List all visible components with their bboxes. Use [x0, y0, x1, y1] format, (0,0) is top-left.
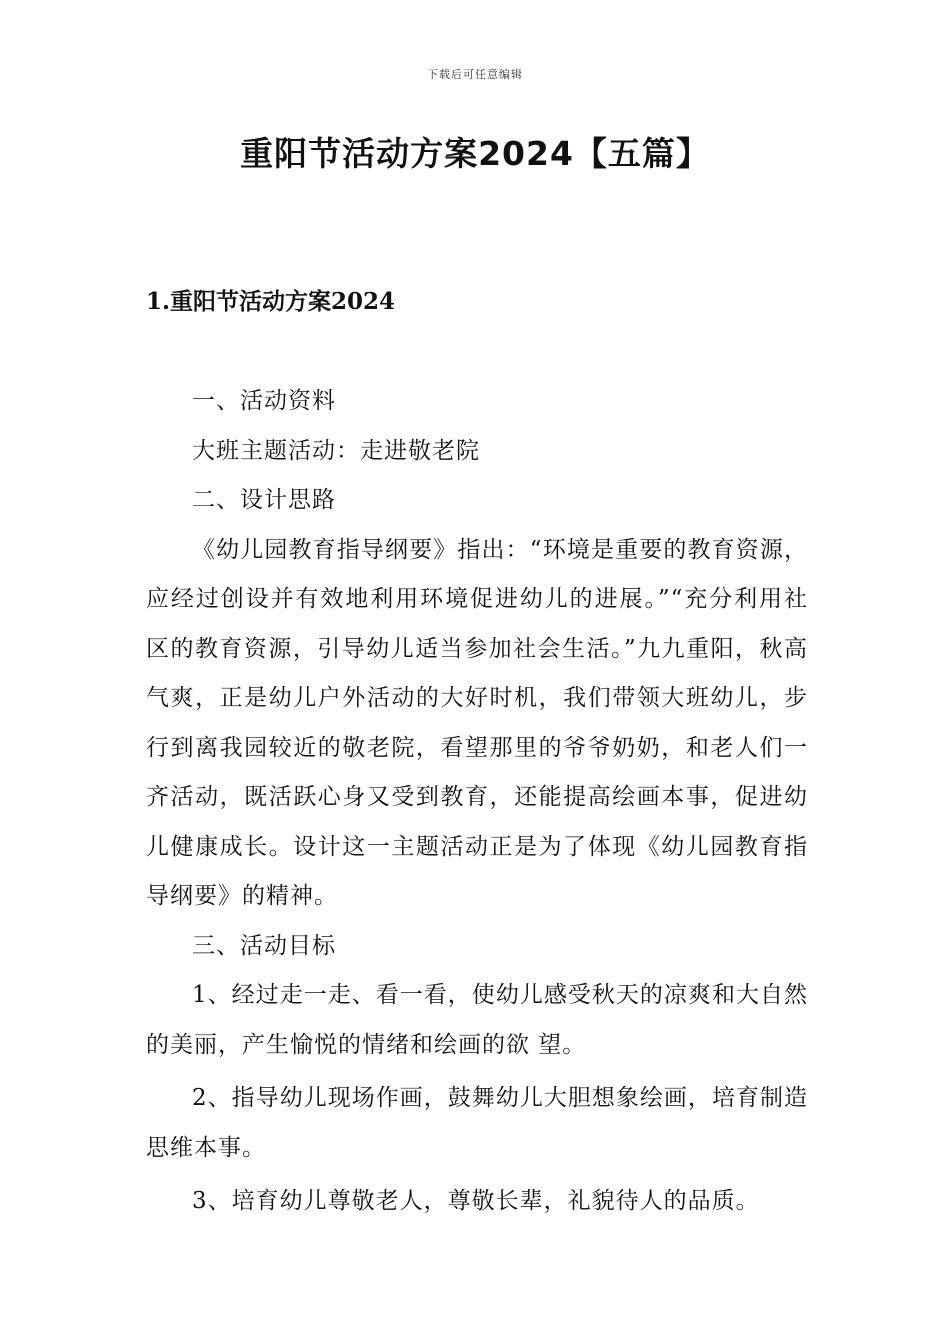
header-note: 下载后可任意编辑: [427, 68, 523, 81]
paragraph-goal-3: 3、培育幼儿尊敬老人，尊敬长辈，礼貌待人的品质。: [192, 1188, 760, 1214]
paragraph-goal-1: 1、经过走一走、看一看，使幼儿感受秋天的凉爽和大自然的美丽，产生愉悦的情绪和绘画的欲 望。: [146, 982, 808, 1058]
document-body: [146, 377, 808, 1227]
heading-activity-content: 一、活动资料: [192, 388, 336, 414]
paragraph-goal-2: 2、指导幼儿现场作画，鼓舞幼儿大胆想象绘画，培育制造思维本事。: [146, 1085, 808, 1161]
document-title: 重阳节活动方案2024【五篇】: [240, 134, 710, 173]
section-title: 1.重阳节活动方案2024: [146, 288, 396, 315]
heading-activity-goals: 三、活动目标: [192, 932, 336, 959]
paragraph-theme: 大班主题活动：走进敬老院: [192, 437, 480, 464]
paragraph-design-idea: 《幼儿园教育指导纲要》指出：“环境是重要的教育资源，应经过创设并有效地利用环境促进幼儿的进展。”“充分利用社区的教育资源，引导幼儿适当参加社会生活。”九九重阳，秋高气爽，正是幼儿户外活动的大好时机，我们带领大班幼儿，步行到离我园较近的敬老院，看望那里的爷爷奶奶，和老人们一齐活动，既活跃心身又受到教育，还能提高绘画本事，促进幼儿健康成长。设计这一主题活动正是为了体现《幼儿园教育指导纲要》的精神。: [146, 536, 808, 909]
heading-design-idea: 二、设计思路: [192, 487, 336, 513]
